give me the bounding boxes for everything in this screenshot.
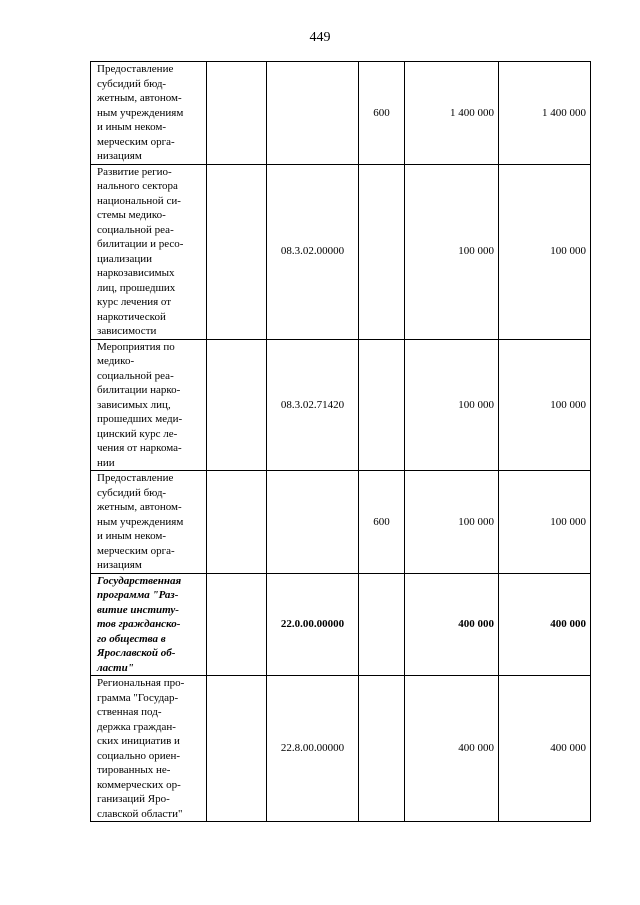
row-name-line: и иным неком-: [97, 530, 166, 542]
target-code-cell: 08.3.02.00000: [267, 164, 359, 339]
empty-cell: [207, 676, 267, 822]
row-name-line: цинский курс ле-: [97, 427, 178, 440]
empty-cell: [207, 339, 267, 471]
row-name-line: славской области": [97, 807, 183, 820]
table-row: [91, 339, 591, 471]
row-name-line: витие институ-: [97, 603, 179, 616]
row-name-line: Государственная: [97, 574, 182, 587]
table-body: [91, 62, 591, 822]
row-name-line: жетным, автоном-: [97, 501, 182, 513]
amount-year1-cell: 1 400 000: [405, 62, 499, 165]
row-name-line: нии: [97, 456, 115, 469]
row-name-line: ганизаций Яро-: [97, 793, 170, 805]
table-row: [91, 164, 591, 339]
row-name-line: циализации: [97, 252, 153, 265]
amount-year2-cell: 400 000: [499, 573, 591, 676]
row-name-line: и иным неком-: [97, 121, 166, 133]
row-name-line: программа "Раз-: [97, 589, 179, 601]
row-name-line: субсидий бюд-: [97, 77, 167, 90]
row-name-line: билитации и ресо-: [97, 238, 184, 250]
row-name-cell: [91, 471, 207, 574]
target-code-cell: [267, 471, 359, 574]
row-name-line: социально ориен-: [97, 749, 181, 762]
row-name-line: Мероприятия по: [97, 340, 175, 353]
row-name-line: билитации нарко-: [97, 384, 181, 396]
row-name-line: социальной реа-: [97, 369, 174, 382]
row-name-line: курс лечения от: [97, 296, 172, 308]
row-name-line: мерческим орга-: [97, 135, 175, 148]
empty-cell: [207, 62, 267, 165]
row-name-line: жетным, автоном-: [97, 92, 182, 104]
row-name-line: наркозависимых: [97, 267, 175, 279]
expense-type-cell: 600: [359, 471, 405, 574]
row-name-line: зависимых лиц,: [97, 398, 171, 411]
row-name-line: медико-: [97, 355, 135, 367]
expense-type-cell: [359, 676, 405, 822]
row-name-line: стемы медико-: [97, 209, 166, 221]
expense-type-cell: [359, 339, 405, 471]
row-name-line: ным учреждениям: [97, 106, 184, 119]
row-name-cell: [91, 164, 207, 339]
empty-cell: [207, 471, 267, 574]
table-row: [91, 573, 591, 676]
amount-year2-cell: 1 400 000: [499, 62, 591, 165]
row-name-cell: [91, 676, 207, 822]
row-name-line: ным учреждениям: [97, 515, 184, 528]
amount-year2-cell: 100 000: [499, 471, 591, 574]
row-name-line: социальной реа-: [97, 223, 174, 236]
row-name-line: прошедших меди-: [97, 413, 183, 425]
row-name-cell: [91, 573, 207, 676]
target-code-cell: 22.8.00.00000: [267, 676, 359, 822]
table-row: [91, 471, 591, 574]
row-name-line: чения от наркома-: [97, 442, 182, 454]
row-name-line: ственная под-: [97, 706, 162, 718]
row-name-line: грамма "Государ-: [97, 691, 179, 704]
amount-year1-cell: 100 000: [405, 164, 499, 339]
budget-table: [90, 61, 591, 822]
amount-year1-cell: 100 000: [405, 339, 499, 471]
row-name-line: держка граждан-: [97, 720, 176, 733]
target-code-cell: [267, 62, 359, 165]
amount-year2-cell: 100 000: [499, 164, 591, 339]
row-name-line: го общества в: [97, 632, 166, 645]
target-code-cell: 22.0.00.00000: [267, 573, 359, 676]
row-name-line: нального сектора: [97, 180, 178, 192]
row-name-line: Предоставление: [97, 63, 174, 75]
table-row: [91, 676, 591, 822]
row-name-line: низациям: [97, 150, 142, 162]
row-name-line: субсидий бюд-: [97, 486, 167, 499]
row-name-line: ласти": [97, 661, 134, 674]
row-name-line: Предоставление: [97, 472, 174, 484]
row-name-line: тированных не-: [97, 764, 171, 776]
row-name-line: Ярославской об-: [97, 647, 176, 659]
row-name-line: наркотической: [97, 310, 166, 323]
row-name-line: низациям: [97, 559, 142, 571]
expense-type-cell: [359, 573, 405, 676]
row-name-line: мерческим орга-: [97, 544, 175, 557]
row-name-cell: [91, 62, 207, 165]
amount-year1-cell: 400 000: [405, 573, 499, 676]
row-name-line: зависимости: [97, 325, 157, 337]
row-name-line: коммерческих ор-: [97, 778, 181, 791]
empty-cell: [207, 573, 267, 676]
amount-year2-cell: 100 000: [499, 339, 591, 471]
amount-year2-cell: 400 000: [499, 676, 591, 822]
row-name-cell: [91, 339, 207, 471]
page-number: 449: [309, 30, 331, 45]
amount-year1-cell: 100 000: [405, 471, 499, 574]
empty-cell: [207, 164, 267, 339]
row-name-line: лиц, прошедших: [97, 281, 176, 294]
row-name-line: ских инициатив и: [97, 735, 180, 747]
table-row: [91, 62, 591, 165]
row-name-line: Развитие регио-: [97, 165, 172, 178]
row-name-line: Региональная про-: [97, 677, 185, 689]
row-name-line: тов гражданско-: [97, 618, 181, 630]
amount-year1-cell: 400 000: [405, 676, 499, 822]
expense-type-cell: 600: [359, 62, 405, 165]
expense-type-cell: [359, 164, 405, 339]
row-name-line: национальной си-: [97, 194, 181, 207]
target-code-cell: 08.3.02.71420: [267, 339, 359, 471]
